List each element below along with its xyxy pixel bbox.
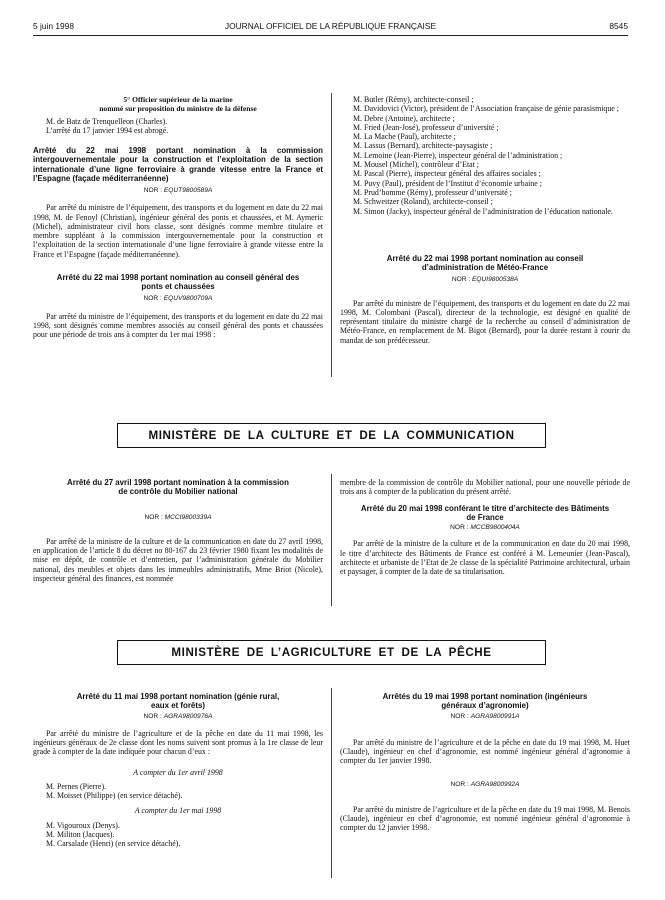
page-number: 8545 — [609, 21, 628, 31]
promotion-group — [33, 821, 323, 849]
promoted-engineer: M. Pernes (Pierre). — [46, 781, 107, 791]
member-entry: M. Simon (Jacky), inspecteur général de l’administration de l’éducation nationale. — [353, 206, 613, 216]
arrete-body: Par arrêté du ministre de l’agriculture et de la pêche en date du 11 mai 1998, les ingénieurs généraux de 2e classe dont les noms suivent sont promus à la 1re classe de leur grade à compter de la date indiquée pour chacun d’eux : — [33, 728, 323, 757]
promoted-engineer: M. Militon (Jacques). — [46, 830, 115, 840]
member-entry: M. Lemoine (Jean-Pierre), inspecteur général de l’administration ; — [353, 150, 563, 160]
arrete-title: Arrêté du 22 mai 1998 portant nomination au conseil d’administration de Météo-France — [386, 253, 584, 273]
issue-date: 5 juin 1998 — [33, 21, 74, 31]
section3-right-column — [340, 692, 630, 833]
column-divider — [331, 474, 332, 606]
section2-left-column — [33, 478, 323, 583]
arrete-body: Par arrêté du ministre de l’équipement, des transports et du logement en date du 22 mai 1998, sont désignés comme membres associés au conseil général des ponts et chaussées pour une période de trois ans à compter du 1er mai 1998 : — [33, 311, 323, 340]
member-entry: M. Schweitzer (Roland), architecte-conseil ; — [353, 197, 493, 207]
nor-reference: NOR : MCCI9800339A — [144, 514, 212, 522]
officer-subheading: nommé sur proposition du ministre de la défense — [99, 104, 257, 114]
section1-left-column — [33, 95, 323, 340]
arrete-title: Arrêté du 27 avril 1998 portant nomination à la commission de contrôle du Mobilier national — [67, 478, 289, 497]
column-divider — [331, 688, 332, 878]
arrete-body: Par arrêté du ministre de l’équipement, des transports et du logement en date du 22 mai 1998, M. Colombani (Pascal), directeur de la technologie, est désigné en qualité de représentant titulaire du ministre chargé de la recherche au conseil d’administration de Météo-France, en remplacement de M. Bigot (Bernard), pour la durée restant à courir du mandat de son prédécesseur. — [340, 298, 630, 345]
journal-title: JOURNAL OFFICIEL DE LA RÉPUBLIQUE FRANÇAISE — [224, 21, 437, 31]
member-entry: M. Butler (Rémy), architecte-conseil ; — [353, 95, 474, 104]
officer-name: M. de Batz de Trenquelleon (Charles). — [46, 116, 168, 126]
nor-reference: NOR : AGRA9800976A — [143, 713, 213, 721]
nor-reference: NOR : AGRA9800991A — [450, 713, 520, 721]
nor-reference: NOR : EQUT9800589A — [143, 187, 213, 194]
member-entry: M. Davidovici (Victor), président de l’Association française de génie parasismique ; — [353, 104, 619, 114]
nor-reference: NOR : MCCB9800404A — [450, 524, 520, 531]
promoted-engineer: M. Moisset (Philippe) (en service détaché). — [46, 791, 183, 801]
arrete-title: Arrêté du 20 mai 1998 conférant le titre d’architecte des Bâtiments de France — [360, 503, 610, 522]
ministry-culture-banner: MINISTÈRE DE LA CULTURE ET DE LA COMMUNICATION — [117, 423, 546, 448]
section3-left-column — [33, 692, 323, 849]
ministry-agriculture-banner: MINISTÈRE DE L’AGRICULTURE ET DE LA PÊCHE — [117, 640, 546, 665]
arrete-title: Arrêté du 11 mai 1998 portant nomination (génie rural, eaux et forêts) — [76, 692, 280, 711]
section1-right-column — [340, 95, 630, 345]
promotion-group — [33, 782, 323, 801]
members-list — [340, 95, 630, 216]
member-entry: M. La Mache (Paul), architecte ; — [353, 132, 456, 142]
nor-reference: NOR : AGRA9800992A — [450, 780, 520, 788]
column-divider — [331, 93, 332, 377]
effective-date: A compter du 1er avril 1998 — [133, 767, 223, 777]
nor-reference: NOR : EQUI9800538A — [451, 276, 519, 284]
member-entry: M. Puvy (Paul), président de l’Institut d’économie urbaine ; — [353, 178, 542, 188]
member-entry: M. Lassus (Bernard), architecte-paysagiste ; — [353, 141, 493, 151]
section2-right-column — [340, 478, 630, 576]
arrete-body: Par arrêté du ministre de l’agriculture et de la pêche en date du 19 mai 1998, M. Benois (Claude), ingénieur en chef d’agronomie, est nommé ingénieur général d’agronomie à compter du 12 janvier 1998. — [340, 804, 630, 833]
effective-date: A compter du 1er mai 1998 — [134, 806, 222, 816]
nor-reference: NOR : EQUV9800709A — [143, 295, 213, 303]
member-entry: M. Pascal (Pierre), inspecteur général des affaires sociales ; — [353, 169, 541, 179]
arrete-title: Arrêtés du 19 mai 1998 portant nomination (ingénieurs généraux d’agronomie) — [382, 692, 588, 711]
member-entry: M. Fried (Jean-José), professeur d’université ; — [353, 122, 499, 132]
page-header — [33, 21, 628, 36]
arrete-body: Par arrêté de la ministre de la culture et de la communication en date du 27 avril 1998, en application de l’article 8 du décret no 80-167 du 23 février 1980 fixant les modalités de mise en dépôt, de contrôle et d’entretien, par l’administration générale du Mobilier national, des meubles et objets dans les immeubles administratifs, Mme Briot (Nicole), inspecteur général des finances, est nommée — [33, 536, 323, 583]
abrogation-note: L’arrêté du 17 janvier 1994 est abrogé. — [46, 125, 169, 135]
officer-heading: 5° Officier supérieur de la marine — [123, 95, 233, 104]
promoted-engineer: M. Vigouroux (Denys). — [46, 820, 120, 830]
arrete-title: Arrêté du 22 mai 1998 portant nomination au conseil général des ponts et chaussées — [56, 273, 300, 292]
arrete-body: Par arrêté du ministre de l’agriculture et de la pêche en date du 19 mai 1998, M. Huet (Claude), ingénieur en chef d’agronomie, est nommé ingénieur général d’agronomie à compter du 1er janvier 1998. — [340, 737, 630, 766]
member-entry: M. Prud’homme (Rémy), professeur d’université ; — [353, 187, 512, 197]
member-entry: M. Debre (Antoine), architecte ; — [353, 113, 455, 123]
arrete-title: Arrêté du 22 mai 1998 portant nomination à la commission intergouvernementale pour la construction et l’exploitation de la section internationale d’une ligne ferroviaire à grande vitesse entre la France et l’Espagne (façade méditerranéenne) — [33, 146, 323, 183]
arrete-body: Par arrêté du ministre de l’équipement, des transports et du logement en date du 22 mai 1998, M. de Fenoyl (Christian), ingénieur général des ponts et chaussées, et M. Aymeric (Michel), administrateur civil hors classe, sont désignés comme membre titulaire et membre suppléant à la commission intergouvernementale pour la construction et l’exploitation de la section internationale d’une ligne ferroviaire à grande vitesse entre la France et l’Espagne (façade méditerranéenne). — [33, 203, 323, 259]
member-entry: M. Mousel (Michel), contrôleur d’Etat ; — [353, 160, 479, 170]
promoted-engineer: M. Carsalade (Henri) (en service détaché). — [46, 839, 181, 849]
arrete-body: Par arrêté de la ministre de la culture et de la communication en date du 20 mai 1998, le titre d’architecte des Bâtiments de France est conféré à M. Lemeunier (Jean-Pascal), architecte et urbaniste de l’Etat de 2e classe de la spécialité Patrimoine architectural, urbain et paysager, à compter de la date de sa titularisation. — [340, 539, 630, 577]
arrete-body-continued: membre de la commission de contrôle du Mobilier national, pour une nouvelle période de trois ans à compter de la publication du présent arrêté. — [340, 478, 630, 497]
